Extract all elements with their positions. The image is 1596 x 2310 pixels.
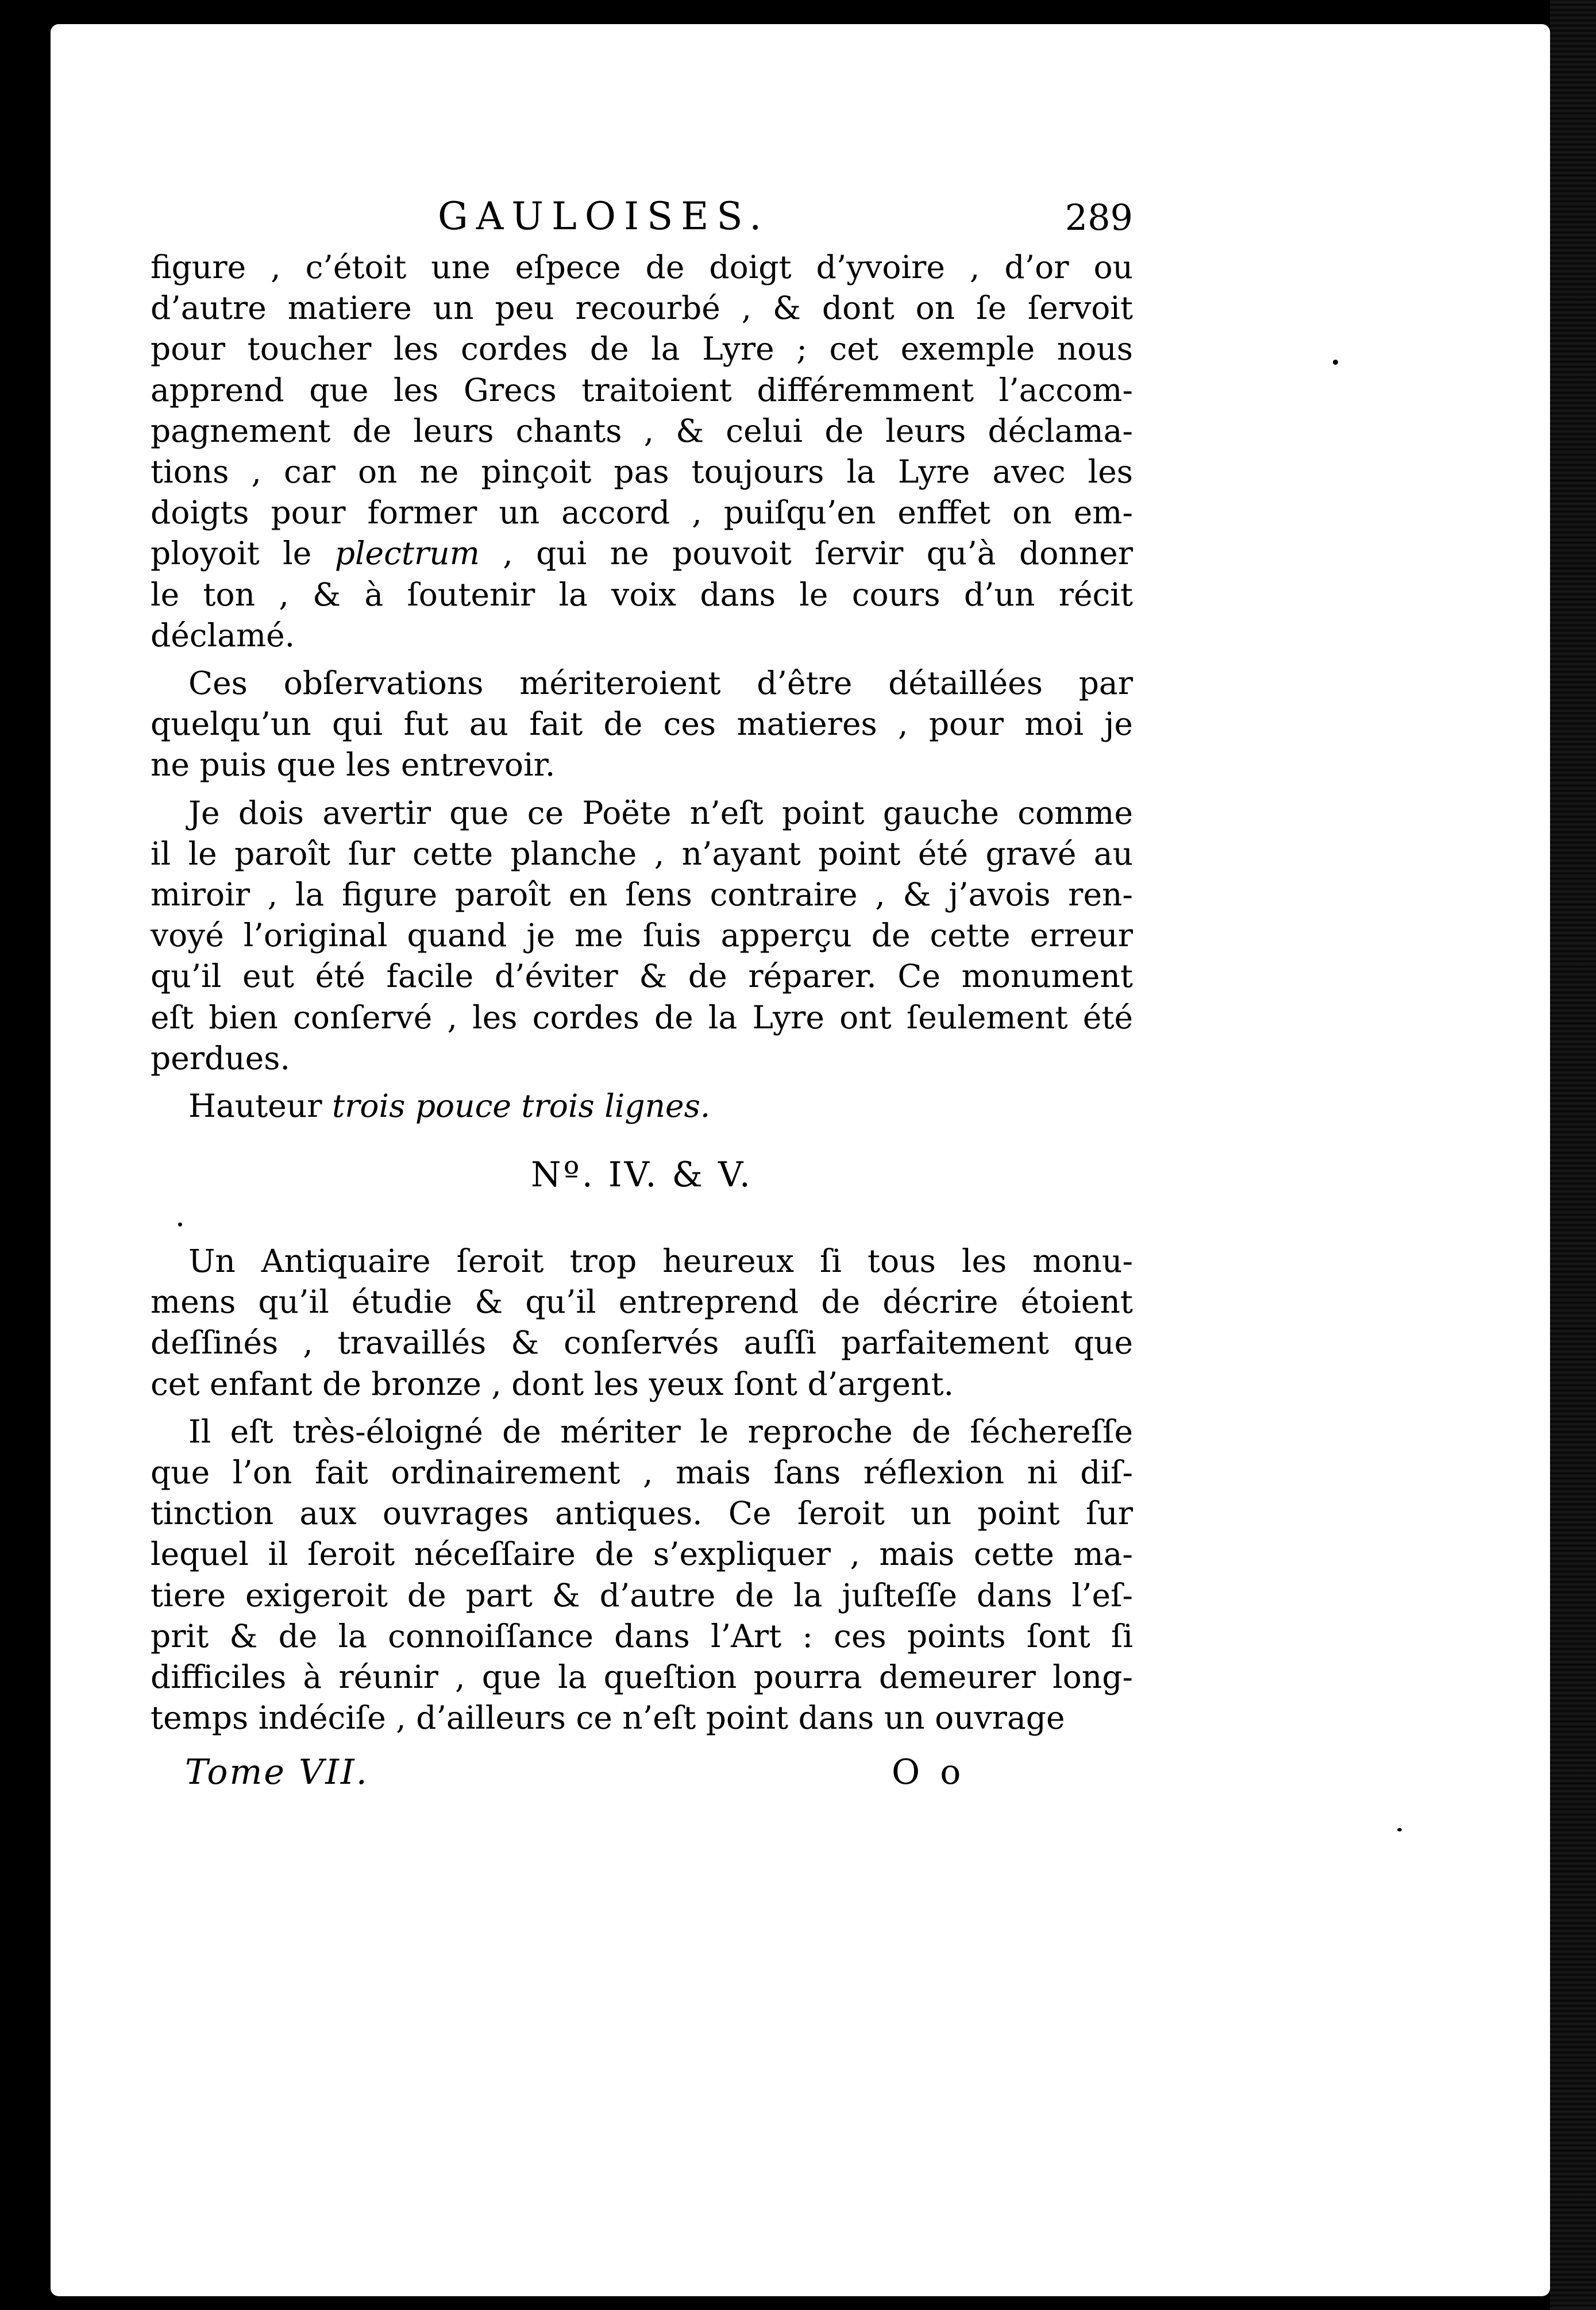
ink-speck: [178, 1223, 182, 1227]
text-line: temps indéciſe , d’ailleurs ce n’eſt point dans un ouvrage: [151, 1699, 1065, 1737]
text-line: d’autre matiere un peu recourbé , & dont on ſe ſervoit: [151, 290, 1133, 327]
paragraph-gap: [151, 656, 1133, 663]
body-text-bottom: [151, 1241, 1133, 1738]
paragraph: [151, 793, 1133, 1079]
page-header: [151, 194, 1133, 240]
text-line: difficiles à réunir , que la queſtion pourra demeurer long-: [151, 1659, 1133, 1696]
text-line: ne puis que les entrevoir.: [151, 746, 556, 784]
text-line: miroir , la figure paroît en ſens contraire , & j’avois ren-: [151, 876, 1133, 913]
paragraph-gap: [151, 786, 1133, 793]
paragraph-gap: [151, 1079, 1133, 1086]
text-line: mens qu’il étudie & qu’il entreprend de décrire étoient: [151, 1283, 1133, 1321]
page-footer: [151, 1752, 1133, 1798]
text-line: tinction aux ouvrages antiques. Ce ſeroit un point ſur: [151, 1495, 1133, 1532]
text-line: Un Antiquaire ſeroit trop heureux ſi tous les monu-: [188, 1243, 1133, 1279]
text-line: il le paroît ſur cette planche , n’ayant point été gravé au: [151, 835, 1133, 872]
running-title: GAULOISES.: [438, 194, 770, 238]
paragraph: [151, 1412, 1133, 1739]
text-line: deſſinés , travaillés & conſervés auſſi parfaitement que: [151, 1324, 1133, 1362]
text-line: pour toucher les cordes de la Lyre ; cet exemple nous: [151, 330, 1133, 368]
text-line: que l’on fait ordinairement , mais ſans réflexion ni diſ-: [151, 1454, 1133, 1491]
text-line: apprend que les Grecs traitoient différemment l’accom-: [151, 371, 1133, 408]
text-line: tions , car on ne pinçoit pas toujours la Lyre avec les: [151, 453, 1133, 491]
scan-border: [1550, 0, 1596, 2310]
text-line: qu’il eut été facile d’éviter & de réparer. Ce monument: [151, 958, 1133, 995]
section-heading: Nº. IV. & V.: [531, 1155, 753, 1195]
text-line: cet enfant de bronze , dont les yeux ſont d’argent.: [151, 1365, 954, 1402]
paragraph: [151, 663, 1133, 786]
text-line: prit & de la connoiſſance dans l’Art : ces points ſont ſi: [151, 1617, 1133, 1655]
text-line: tiere exigeroit de part & d’autre de la juſteſſe dans l’eſ-: [151, 1576, 1133, 1614]
text-line: pagnement de leurs chants , & celui de leurs déclama-: [151, 412, 1133, 449]
italic-text: trois pouce trois lignes.: [332, 1087, 711, 1125]
text-line: quelqu’un qui fut au fait de ces matieres , pour moi je: [151, 705, 1133, 743]
text-line: Ces obſervations mériteroient d’être détaillées par: [188, 665, 1133, 702]
ink-speck: [1397, 1828, 1402, 1831]
ink-speck: [1333, 360, 1338, 365]
text-line: doigts pour former un accord , puiſqu’en enffet on em-: [151, 494, 1133, 531]
italic-text: plectrum: [334, 535, 480, 572]
signature-mark: O o: [892, 1752, 966, 1792]
paragraph: [151, 1086, 1133, 1127]
text-line: ployoit le plectrum , qui ne pouvoit ſervir qu’à donner: [151, 535, 1133, 572]
page-number: 289: [1065, 196, 1133, 238]
volume-label: Tome VII.: [185, 1752, 369, 1792]
paragraph: [151, 1241, 1133, 1405]
text-line: déclamé.: [151, 616, 295, 654]
text-line: perdues.: [151, 1039, 290, 1077]
text-line: le ton , & à ſoutenir la voix dans le cours d’un récit: [151, 576, 1133, 613]
text-line: Hauteur trois pouce trois lignes.: [188, 1087, 711, 1125]
body-text-top: [151, 247, 1133, 1127]
text-line: figure , c’étoit une eſpece de doigt d’yvoire , d’or ou: [151, 249, 1133, 286]
paragraph-gap: [151, 1405, 1133, 1412]
text-line: Il eſt très-éloigné de mériter le reproche de ſéchereſſe: [188, 1413, 1133, 1450]
text-line: eſt bien conſervé , les cordes de la Lyre ont ſeulement été: [151, 998, 1133, 1036]
text-line: voyé l’original quand je me ſuis apperçu de cette erreur: [151, 917, 1133, 954]
text-line: Je dois avertir que ce Poëte n’eſt point gauche comme: [188, 794, 1133, 831]
text-line: lequel il ſeroit néceſſaire de s’expliquer , mais cette ma-: [151, 1536, 1133, 1573]
paragraph: [151, 247, 1133, 656]
